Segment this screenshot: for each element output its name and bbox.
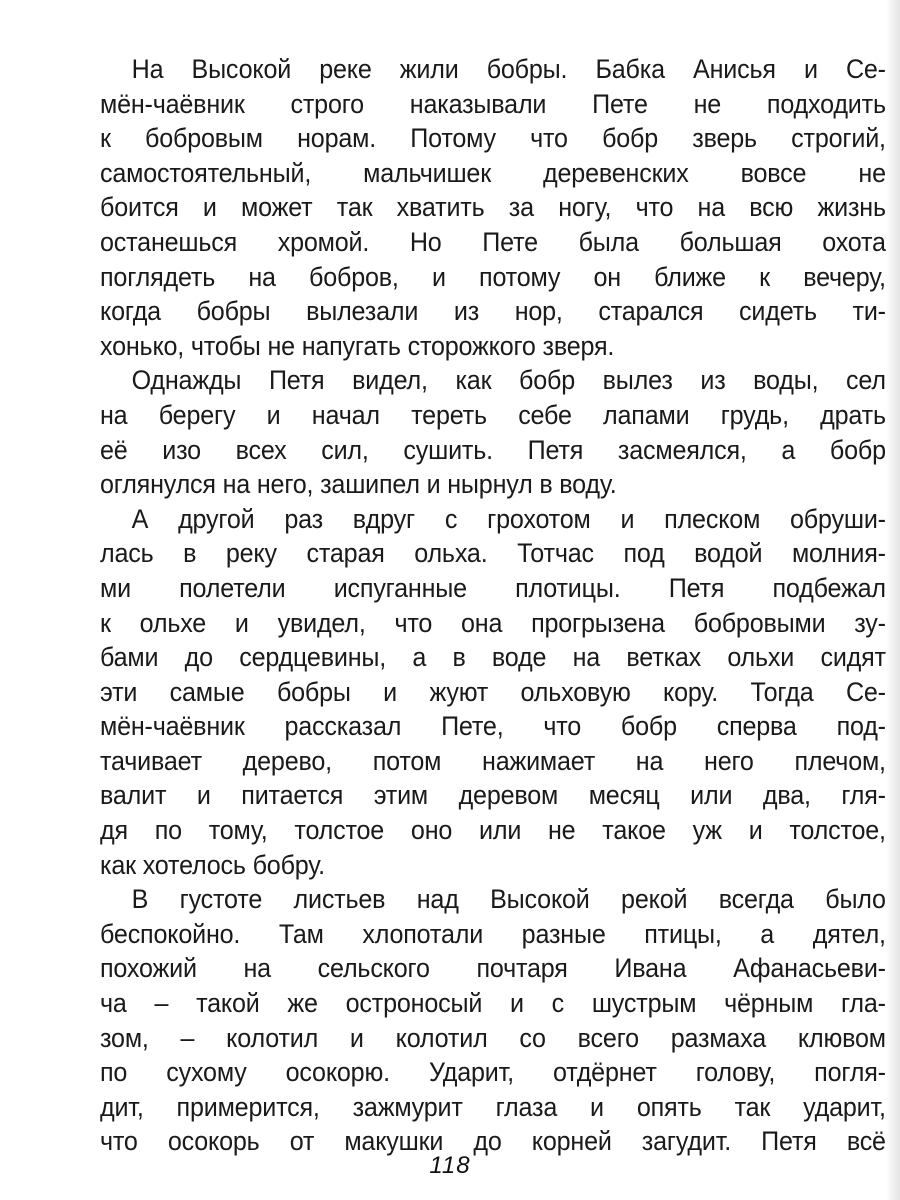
paragraph-1-line-4: самостоятельный, мальчишек деревенских вовсе не <box>100 157 886 188</box>
paragraph-1-line-1: На Высокой реке жили бобры. Бабка Анисья и Се- <box>131 54 886 84</box>
book-page-text <box>100 52 886 1159</box>
paragraph-1-line-7: поглядеть на бобров, и потому он ближе к вечеру, <box>100 261 886 292</box>
paragraph-4-line-3: похожий на сельского почтаря Ивана Афанасьеви- <box>100 953 886 984</box>
paragraph-2-line-2: на берегу и начал тереть себе лапами грудь, драть <box>100 399 886 430</box>
paragraph-4-line-7: дит, примерится, зажмурит глаза и опять так ударит, <box>100 1091 886 1122</box>
paragraph-3-line-3: ми полетели испуганные плотицы. Петя подбежал <box>100 572 886 603</box>
paragraph-3-line-10: дя по тому, толстое оно или не такое уж и толстое, <box>100 815 886 846</box>
page-edge-shadow <box>886 0 900 1200</box>
paragraph-4-line-1: В густоте листьев над Высокой рекой всегда было <box>131 884 886 915</box>
paragraph-4-line-8: что осокорь от макушки до корней загудит. Петя всё <box>100 1126 886 1157</box>
paragraph-3-line-2: лась в реку старая ольха. Тотчас под водой молния- <box>100 538 886 569</box>
page-number: 118 <box>429 1152 471 1179</box>
paragraph-3-line-7: мён-чаёвник рассказал Пете, что бобр сперва под- <box>100 711 886 742</box>
paragraph-2-line-1: Однажды Петя видел, как бобр вылез из воды, сел <box>131 365 886 396</box>
paragraph-1-line-9: хонько, чтобы не напугать сторожкого зверя. <box>100 330 615 361</box>
paragraph-3-line-8: тачивает дерево, потом нажимает на него плечом, <box>100 745 886 776</box>
paragraph-3-line-9: валит и питается этим деревом месяц или два, гля- <box>100 780 886 811</box>
paragraph-4-line-2: беспокойно. Там хлопотали разные птицы, а дятел, <box>100 918 886 949</box>
paragraph-4-line-5: зом, – колотил и колотил со всего размаха клювом <box>100 1022 886 1053</box>
paragraph-4-line-6: по сухому осокорю. Ударит, отдёрнет голову, погля- <box>100 1057 886 1088</box>
paragraph-2-line-4: оглянулся на него, зашипел и нырнул в воду. <box>100 469 617 500</box>
paragraph-4-line-4: ча – такой же остроносый и с шустрым чёрным гла- <box>100 988 886 1019</box>
paragraph-1-line-3: к бобровым норам. Потому что бобр зверь строгий, <box>100 123 886 154</box>
paragraph-3-line-5: бами до сердцевины, а в воде на ветках ольхи сидят <box>100 642 886 673</box>
paragraph-1-line-8: когда бобры вылезали из нор, старался сидеть ти- <box>100 296 886 327</box>
paragraph-2-line-3: её изо всех сил, сушить. Петя засмеялся, а бобр <box>100 434 886 465</box>
paragraph-1-line-6: останешься хромой. Но Пете была большая охота <box>100 226 886 257</box>
paragraph-1-line-5: боится и может так хватить за ногу, что на всю жизнь <box>100 192 886 223</box>
paragraph-1-line-2: мён-чаёвник строго наказывали Пете не подходить <box>100 88 886 119</box>
paragraph-3-line-6: эти самые бобры и жуют ольховую кору. Тогда Се- <box>100 676 886 707</box>
paragraph-3-line-1: А другой раз вдруг с грохотом и плеском обруши- <box>131 503 886 534</box>
paragraph-3-line-11: как хотелось бобру. <box>100 849 325 880</box>
paragraph-3-line-4: к ольхе и увидел, что она прогрызена бобровыми зу- <box>100 607 886 638</box>
